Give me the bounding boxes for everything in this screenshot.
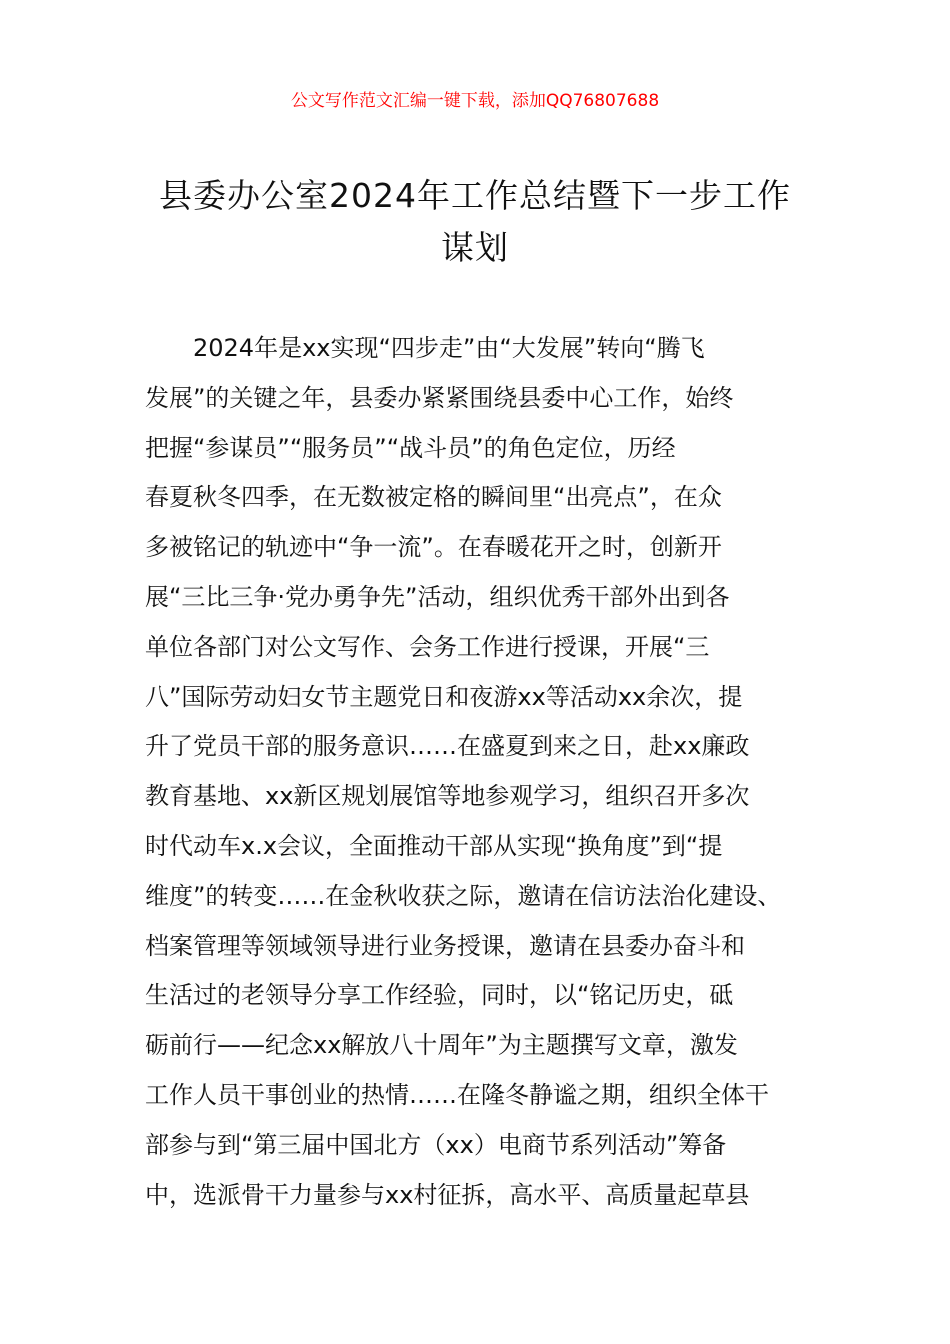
body-line: 中，选派骨干力量参与xx村征拆，高水平、高质量起草县 xyxy=(145,1180,750,1209)
body-line: 部参与到“第三届中国北方（xx）电商节系列活动”筹备 xyxy=(145,1130,727,1159)
body-line: 维度”的转变……在金秋收获之际，邀请在信访法治化建设、 xyxy=(145,881,782,910)
body-line: 生活过的老领导分享工作经验，同时，以“铭记历史，砥 xyxy=(145,981,734,1010)
title-line: 谋划 xyxy=(441,228,509,267)
body-line: 2024年是xx实现“四步走”由“大发展”转向“腾飞 xyxy=(193,334,705,362)
body-line: 升了党员干部的服务意识……在盛夏到来之日，赴xx廉政 xyxy=(145,732,750,761)
body-line: 多被铭记的轨迹中“争一流”。在春暖花开之时，创新开 xyxy=(145,533,722,562)
body-line: 八”国际劳动妇女节主题党日和夜游xx等活动xx余次，提 xyxy=(145,682,743,711)
document-title xyxy=(140,170,810,274)
title-line: 县委办公室2024年工作总结暨下一步工作 xyxy=(159,176,791,215)
download-promo-note: 公文写作范文汇编一键下载，添加QQ76807688 xyxy=(290,91,660,111)
body-line: 时代动车x.x会议，全面推动干部从实现“换角度”到“提 xyxy=(145,831,723,860)
body-line: 档案管理等领域领导进行业务授课，邀请在县委办奋斗和 xyxy=(145,931,745,960)
body-line: 展“三比三争·党办勇争先”活动，组织优秀干部外出到各 xyxy=(145,582,730,611)
body-line: 教育基地、xx新区规划展馆等地参观学习，组织召开多次 xyxy=(145,782,750,811)
body-line: 砺前行——纪念xx解放八十周年”为主题撰写文章，激发 xyxy=(145,1031,738,1060)
body-line: 把握“参谋员”“服务员”“战斗员”的角色定位，历经 xyxy=(145,433,676,462)
body-line: 发展”的关键之年，县委办紧紧围绕县委中心工作，始终 xyxy=(145,383,734,412)
body-line: 春夏秋冬四季，在无数被定格的瞬间里“出亮点”，在众 xyxy=(145,483,722,512)
document-body xyxy=(145,324,810,1220)
body-line: 工作人员干事创业的热情……在隆冬静谧之期，组织全体干 xyxy=(145,1080,769,1109)
body-line: 单位各部门对公文写作、会务工作进行授课，开展“三 xyxy=(145,632,710,661)
